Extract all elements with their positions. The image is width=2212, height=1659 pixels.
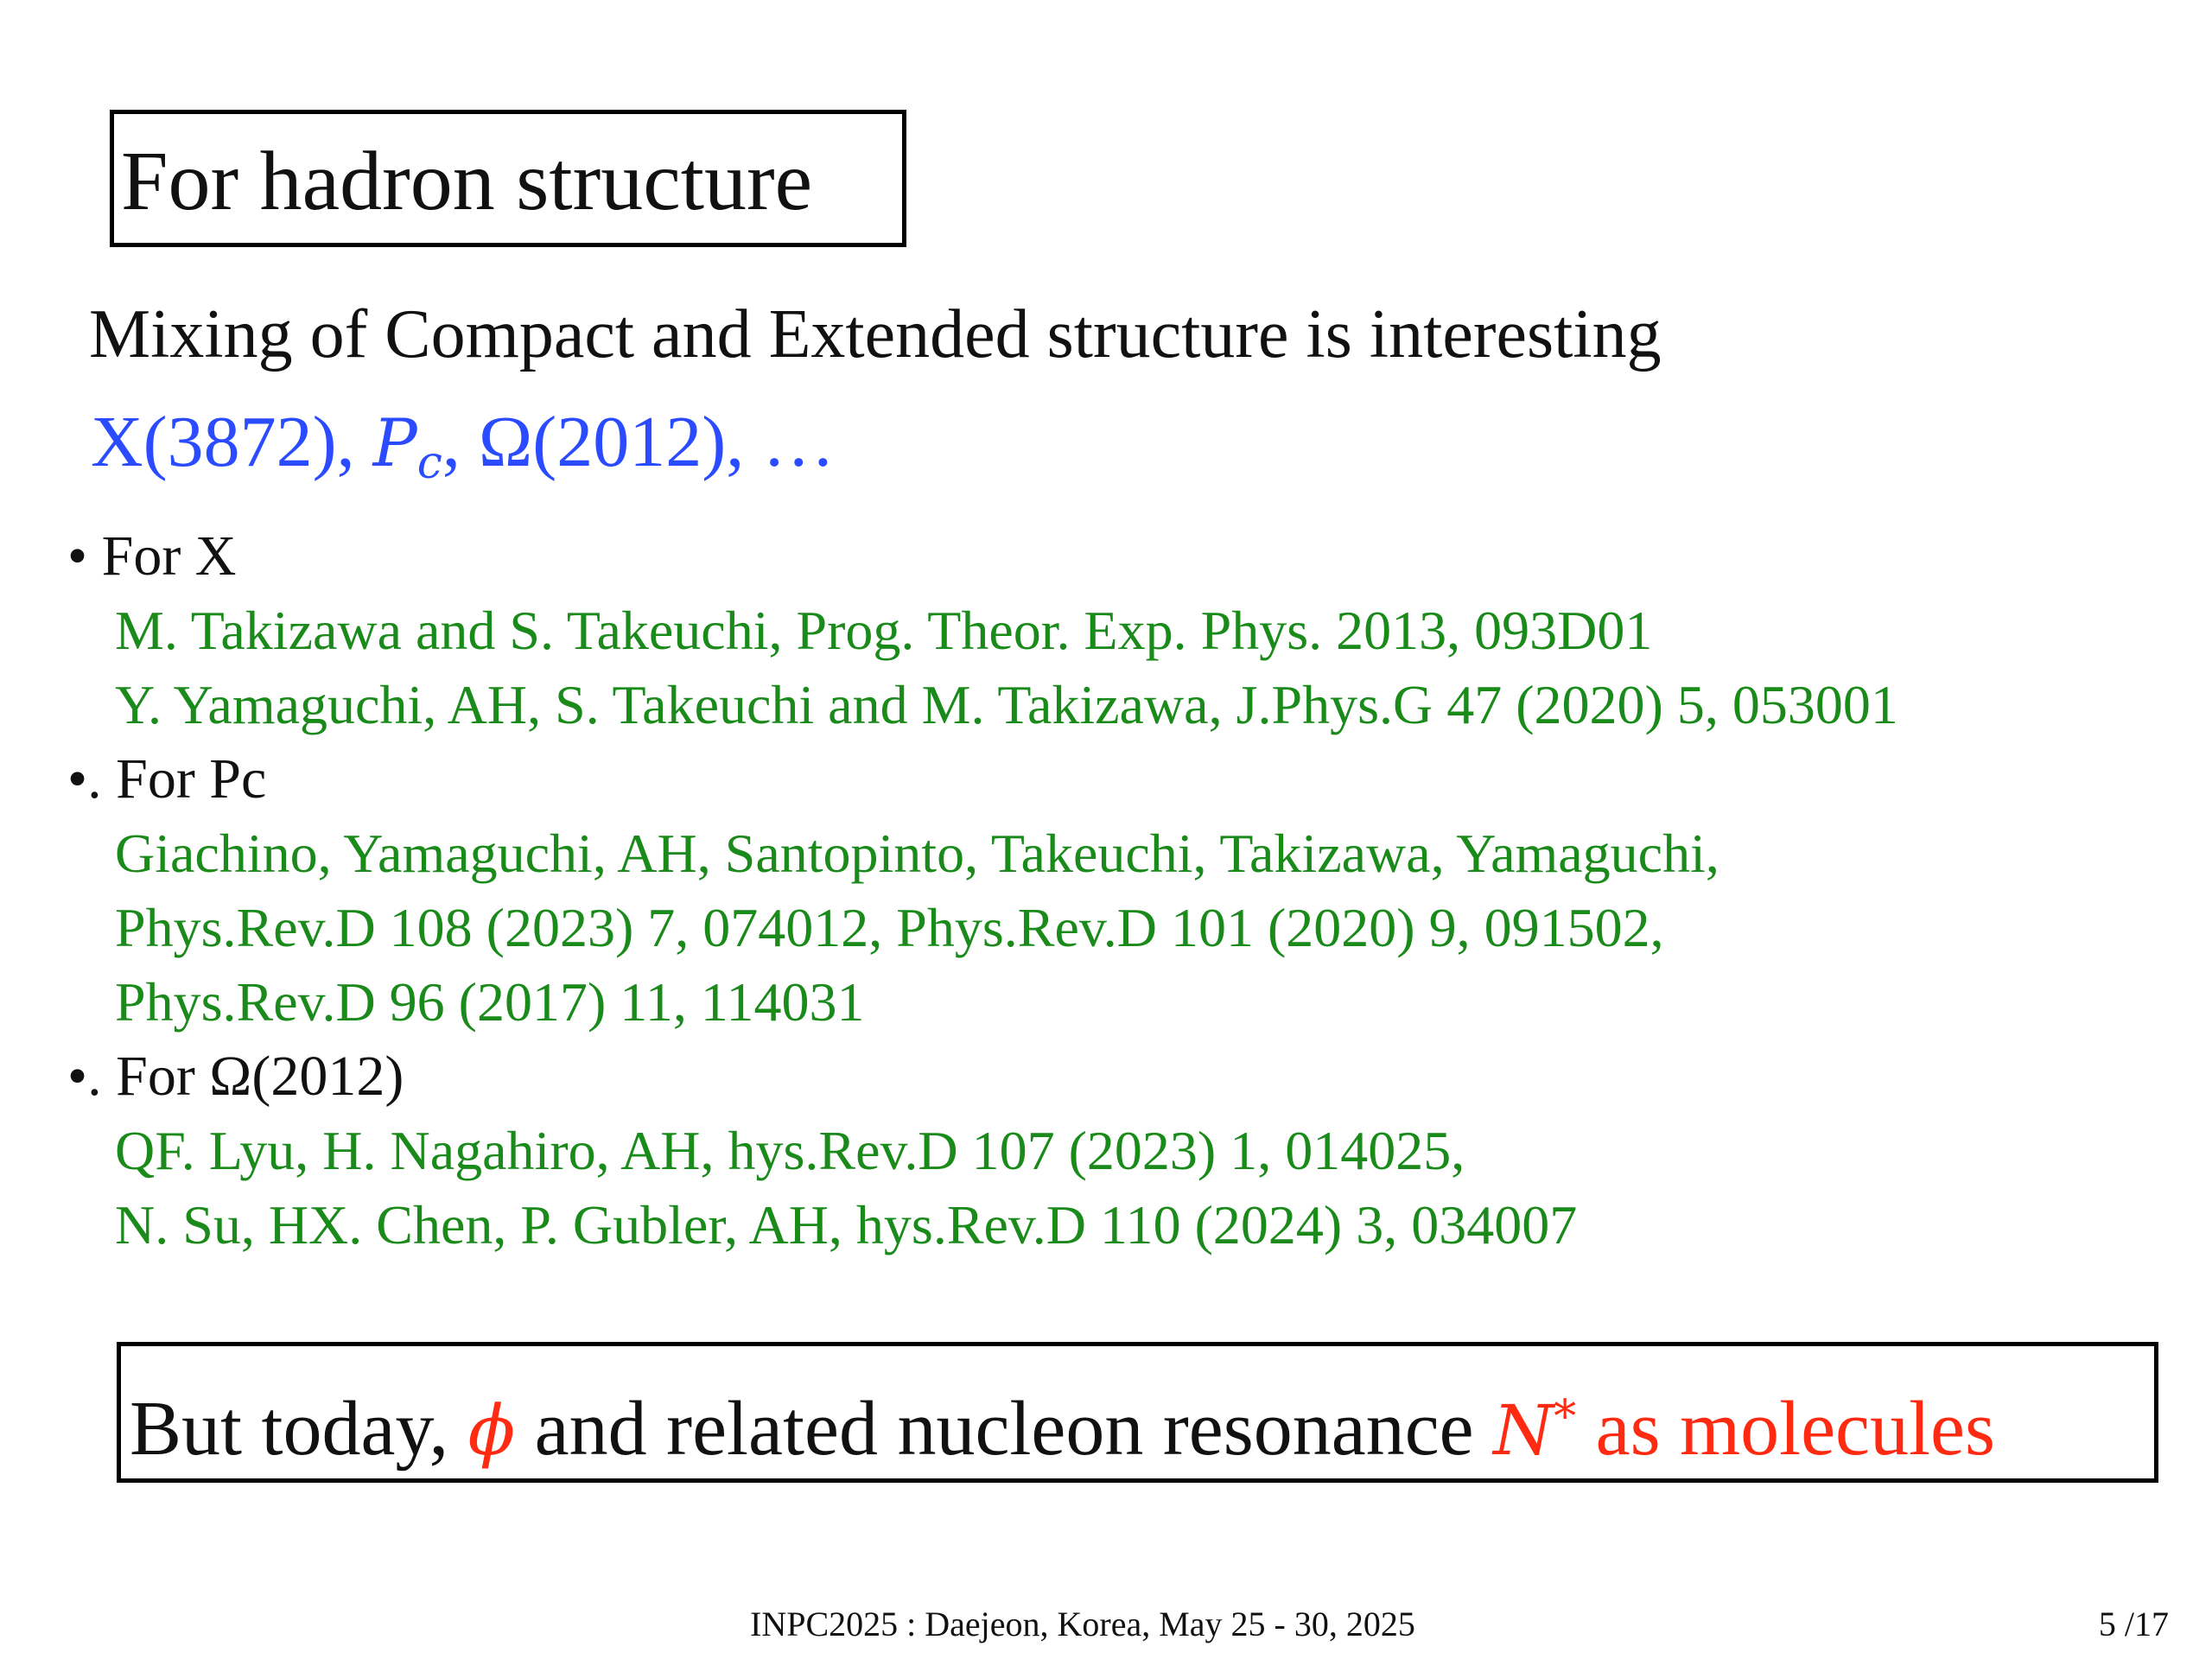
phi-symbol: ϕ — [467, 1390, 516, 1471]
reference-line: Giachino, Yamaguchi, AH, Santopinto, Takeuchi, Takizawa, Yamaguchi, — [115, 823, 1719, 884]
reference-line: Y. Yamaguchi, AH, S. Takeuchi and M. Takizawa, J.Phys.G 47 (2020) 5, 053001 — [115, 674, 1898, 735]
conclusion-text: But today, ϕ and related nucleon resonance N* as molecules — [130, 1386, 1995, 1471]
example-states — [91, 399, 835, 506]
example-x: X(3872), — [91, 402, 373, 482]
section-heading-x: • For X — [67, 524, 237, 588]
reference-line: M. Takizawa and S. Takeuchi, Prog. Theor. Exp. Phys. 2013, 093D01 — [115, 600, 1653, 661]
subtitle: Mixing of Compact and Extended structure is interesting — [89, 296, 1662, 372]
footer-conference: INPC2025 : Daejeon, Korea, May 25 - 30, 2025 — [750, 1605, 1415, 1643]
reference-line: Phys.Rev.D 108 (2023) 7, 074012, Phys.Rev.D 101 (2020) 9, 091502, — [115, 897, 1664, 958]
section-heading-omega: •. For Ω(2012) — [67, 1045, 404, 1108]
slide-title: For hadron structure — [121, 135, 813, 228]
reference-line: N. Su, HX. Chen, P. Gubler, AH, hys.Rev.D 110 (2024) 3, 034007 — [115, 1194, 1578, 1255]
n-star-symbol: N* — [1493, 1390, 1577, 1471]
page-number: 5 /17 — [2098, 1605, 2169, 1643]
section-heading-pc: •. For Pc — [67, 747, 267, 810]
example-rest: , Ω(2012), … — [442, 402, 836, 482]
reference-line: Phys.Rev.D 96 (2017) 11, 114031 — [115, 971, 865, 1033]
reference-line: QF. Lyu, H. Nagahiro, AH, hys.Rev.D 107 (2023) 1, 014025, — [115, 1120, 1465, 1181]
example-pc: $P_c$ — [372, 404, 442, 489]
